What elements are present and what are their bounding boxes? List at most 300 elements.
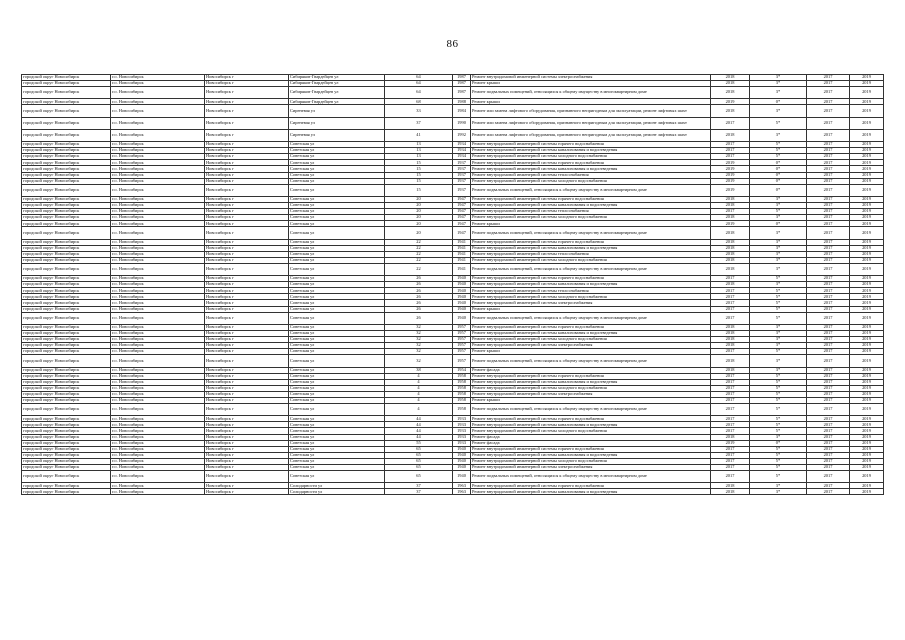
settlement-cell: г.о. Новосибирск bbox=[111, 160, 205, 166]
build-year-cell: 1988 bbox=[453, 99, 471, 105]
start-year-cell: 2017 bbox=[807, 87, 850, 99]
house-number-cell: 15 bbox=[385, 178, 453, 184]
build-year-cell: 1957 bbox=[453, 337, 471, 343]
plan-year-cell: 2017 bbox=[711, 404, 750, 416]
build-year-cell: 1947 bbox=[453, 209, 471, 215]
municipality-cell: городской округ Новосибирск bbox=[22, 105, 111, 117]
house-number-cell: 32 bbox=[385, 330, 453, 336]
house-number-cell: 26 bbox=[385, 294, 453, 300]
municipality-cell: городской округ Новосибирск bbox=[22, 343, 111, 349]
house-number-cell: 65 bbox=[385, 452, 453, 458]
priority-cell: 0* bbox=[750, 178, 807, 184]
work-type-cell: Ремонт подвальных помещений, относящихся к общему имуществу в многоквартирном доме bbox=[471, 312, 711, 324]
table-row bbox=[22, 471, 884, 483]
city-cell: Новосибирск г bbox=[205, 379, 289, 385]
city-cell: Новосибирск г bbox=[205, 209, 289, 215]
plan-year-cell: 2017 bbox=[711, 379, 750, 385]
start-year-cell: 2017 bbox=[807, 105, 850, 117]
build-year-cell: 1987 bbox=[453, 75, 471, 81]
end-year-cell: 2019 bbox=[850, 142, 884, 148]
plan-year-cell: 2018 bbox=[711, 343, 750, 349]
municipality-cell: городской округ Новосибирск bbox=[22, 172, 111, 178]
city-cell: Новосибирск г bbox=[205, 282, 289, 288]
street-cell: Советская ул bbox=[289, 471, 385, 483]
house-number-cell: 32 bbox=[385, 343, 453, 349]
settlement-cell: г.о. Новосибирск bbox=[111, 172, 205, 178]
plan-year-cell: 2018 bbox=[711, 330, 750, 336]
street-cell: Советская ул bbox=[289, 306, 385, 312]
plan-year-cell: 2017 bbox=[711, 391, 750, 397]
work-type-cell: Ремонт или замена лифтового оборудования, признанного непригодным для эксплуатации, ремонт лифтовых шахт bbox=[471, 117, 711, 129]
end-year-cell: 2019 bbox=[850, 276, 884, 282]
plan-year-cell: 2017 bbox=[711, 458, 750, 464]
priority-cell: 3* bbox=[750, 245, 807, 251]
start-year-cell: 2017 bbox=[807, 178, 850, 184]
municipality-cell: городской округ Новосибирск bbox=[22, 257, 111, 263]
end-year-cell: 2019 bbox=[850, 166, 884, 172]
municipality-cell: городской округ Новосибирск bbox=[22, 471, 111, 483]
start-year-cell: 2017 bbox=[807, 452, 850, 458]
start-year-cell: 2017 bbox=[807, 343, 850, 349]
work-type-cell: Ремонт внутридомовой инженерной системы канализования и водоотведения bbox=[471, 282, 711, 288]
table-row bbox=[22, 129, 884, 141]
house-number-cell: 4 bbox=[385, 373, 453, 379]
work-type-cell: Ремонт внутридомовой инженерной системы канализования и водоотведения bbox=[471, 330, 711, 336]
street-cell: Советская ул bbox=[289, 343, 385, 349]
settlement-cell: г.о. Новосибирск bbox=[111, 263, 205, 275]
house-number-cell: 64 bbox=[385, 81, 453, 87]
end-year-cell: 2019 bbox=[850, 221, 884, 227]
end-year-cell: 2019 bbox=[850, 312, 884, 324]
build-year-cell: 1941 bbox=[453, 245, 471, 251]
build-year-cell: 1933 bbox=[453, 428, 471, 434]
house-number-cell: 68 bbox=[385, 99, 453, 105]
priority-cell: 5* bbox=[750, 422, 807, 428]
start-year-cell: 2017 bbox=[807, 355, 850, 367]
street-cell: Советская ул bbox=[289, 154, 385, 160]
house-number-cell: 32 bbox=[385, 324, 453, 330]
start-year-cell: 2017 bbox=[807, 458, 850, 464]
house-number-cell: 26 bbox=[385, 288, 453, 294]
build-year-cell: 1941 bbox=[453, 257, 471, 263]
street-cell: Советская ул bbox=[289, 324, 385, 330]
street-cell: Советская ул bbox=[289, 385, 385, 391]
city-cell: Новосибирск г bbox=[205, 349, 289, 355]
municipality-cell: городской округ Новосибирск bbox=[22, 215, 111, 221]
street-cell: Советская ул bbox=[289, 196, 385, 202]
end-year-cell: 2019 bbox=[850, 172, 884, 178]
city-cell: Новосибирск г bbox=[205, 312, 289, 324]
city-cell: Новосибирск г bbox=[205, 434, 289, 440]
priority-cell: 0* bbox=[750, 172, 807, 178]
municipality-cell: городской округ Новосибирск bbox=[22, 349, 111, 355]
street-cell: Советская ул bbox=[289, 294, 385, 300]
street-cell: Советская ул bbox=[289, 202, 385, 208]
end-year-cell: 2019 bbox=[850, 434, 884, 440]
work-type-cell: Ремонт или замена лифтового оборудования, признанного непригодным для эксплуатации, ремонт лифтовых шахт bbox=[471, 129, 711, 141]
end-year-cell: 2019 bbox=[850, 209, 884, 215]
end-year-cell: 2019 bbox=[850, 465, 884, 471]
start-year-cell: 2017 bbox=[807, 330, 850, 336]
street-cell: Советская ул bbox=[289, 312, 385, 324]
work-type-cell: Ремонт внутридомовой инженерной системы теплоснабжения bbox=[471, 288, 711, 294]
house-number-cell: 20 bbox=[385, 227, 453, 239]
priority-cell: 5* bbox=[750, 312, 807, 324]
work-type-cell: Ремонт внутридомовой инженерной системы теплоснабжения bbox=[471, 209, 711, 215]
build-year-cell: 1958 bbox=[453, 385, 471, 391]
table-row bbox=[22, 404, 884, 416]
settlement-cell: г.о. Новосибирск bbox=[111, 397, 205, 403]
settlement-cell: г.о. Новосибирск bbox=[111, 452, 205, 458]
house-number-cell: 44 bbox=[385, 422, 453, 428]
start-year-cell: 2017 bbox=[807, 245, 850, 251]
house-number-cell: 65 bbox=[385, 458, 453, 464]
work-type-cell: Ремонт внутридомовой инженерной системы канализования и водоотведения bbox=[471, 422, 711, 428]
work-type-cell: Ремонт фасада bbox=[471, 434, 711, 440]
house-number-cell: 15 bbox=[385, 166, 453, 172]
priority-cell: 3* bbox=[750, 483, 807, 489]
priority-cell: 5* bbox=[750, 349, 807, 355]
settlement-cell: г.о. Новосибирск bbox=[111, 202, 205, 208]
city-cell: Новосибирск г bbox=[205, 416, 289, 422]
street-cell: Советская ул bbox=[289, 239, 385, 245]
end-year-cell: 2019 bbox=[850, 75, 884, 81]
municipality-cell: городской округ Новосибирск bbox=[22, 154, 111, 160]
start-year-cell: 2017 bbox=[807, 465, 850, 471]
work-type-cell: Ремонт внутридомовой инженерной системы горячего водоснабжения bbox=[471, 160, 711, 166]
plan-year-cell: 2018 bbox=[711, 105, 750, 117]
plan-year-cell: 2017 bbox=[711, 312, 750, 324]
end-year-cell: 2019 bbox=[850, 202, 884, 208]
municipality-cell: городской округ Новосибирск bbox=[22, 276, 111, 282]
house-number-cell: 4 bbox=[385, 391, 453, 397]
build-year-cell: 1934 bbox=[453, 142, 471, 148]
work-type-cell: Ремонт внутридомовой инженерной системы теплоснабжения bbox=[471, 251, 711, 257]
house-number-cell: 26 bbox=[385, 312, 453, 324]
build-year-cell: 1957 bbox=[453, 330, 471, 336]
street-cell: Сиреневая ул bbox=[289, 129, 385, 141]
start-year-cell: 2017 bbox=[807, 142, 850, 148]
build-year-cell: 1940 bbox=[453, 300, 471, 306]
plan-year-cell: 2017 bbox=[711, 452, 750, 458]
city-cell: Новосибирск г bbox=[205, 300, 289, 306]
municipality-cell: городской округ Новосибирск bbox=[22, 227, 111, 239]
priority-cell: 3* bbox=[750, 105, 807, 117]
city-cell: Новосибирск г bbox=[205, 221, 289, 227]
build-year-cell: 1963 bbox=[453, 489, 471, 495]
plan-year-cell: 2017 bbox=[711, 288, 750, 294]
plan-year-cell: 2019 bbox=[711, 160, 750, 166]
end-year-cell: 2019 bbox=[850, 105, 884, 117]
street-cell: Советская ул bbox=[289, 148, 385, 154]
end-year-cell: 2019 bbox=[850, 154, 884, 160]
street-cell: Советская ул bbox=[289, 337, 385, 343]
street-cell: Советская ул bbox=[289, 172, 385, 178]
plan-year-cell: 2017 bbox=[711, 446, 750, 452]
start-year-cell: 2017 bbox=[807, 440, 850, 446]
build-year-cell: 1958 bbox=[453, 391, 471, 397]
municipality-cell: городской округ Новосибирск bbox=[22, 202, 111, 208]
municipality-cell: городской округ Новосибирск bbox=[22, 428, 111, 434]
settlement-cell: г.о. Новосибирск bbox=[111, 227, 205, 239]
street-cell: Советская ул bbox=[289, 221, 385, 227]
work-type-cell: Ремонт внутридомовой инженерной системы канализования и водоотведения bbox=[471, 379, 711, 385]
end-year-cell: 2019 bbox=[850, 422, 884, 428]
house-number-cell: 13 bbox=[385, 142, 453, 148]
priority-cell: 3* bbox=[750, 343, 807, 349]
settlement-cell: г.о. Новосибирск bbox=[111, 184, 205, 196]
plan-year-cell: 2019 bbox=[711, 172, 750, 178]
settlement-cell: г.о. Новосибирск bbox=[111, 99, 205, 105]
house-number-cell: 4 bbox=[385, 385, 453, 391]
start-year-cell: 2017 bbox=[807, 391, 850, 397]
house-number-cell: 64 bbox=[385, 75, 453, 81]
plan-year-cell: 2018 bbox=[711, 202, 750, 208]
house-number-cell: 37 bbox=[385, 489, 453, 495]
house-number-cell: 4 bbox=[385, 397, 453, 403]
start-year-cell: 2017 bbox=[807, 300, 850, 306]
end-year-cell: 2019 bbox=[850, 251, 884, 257]
municipality-cell: городской округ Новосибирск bbox=[22, 117, 111, 129]
start-year-cell: 2017 bbox=[807, 148, 850, 154]
settlement-cell: г.о. Новосибирск bbox=[111, 154, 205, 160]
build-year-cell: 1937 bbox=[453, 166, 471, 172]
city-cell: Новосибирск г bbox=[205, 227, 289, 239]
priority-cell: 5* bbox=[750, 300, 807, 306]
table-row bbox=[22, 227, 884, 239]
build-year-cell: 1947 bbox=[453, 227, 471, 239]
work-type-cell: Ремонт подвальных помещений, относящихся к общему имуществу в многоквартирном доме bbox=[471, 87, 711, 99]
end-year-cell: 2019 bbox=[850, 471, 884, 483]
plan-year-cell: 2018 bbox=[711, 483, 750, 489]
start-year-cell: 2017 bbox=[807, 471, 850, 483]
street-cell: Советская ул bbox=[289, 276, 385, 282]
municipality-cell: городской округ Новосибирск bbox=[22, 397, 111, 403]
street-cell: Советская ул bbox=[289, 245, 385, 251]
settlement-cell: г.о. Новосибирск bbox=[111, 87, 205, 99]
house-number-cell: 4 bbox=[385, 379, 453, 385]
house-number-cell: 32 bbox=[385, 349, 453, 355]
build-year-cell: 1933 bbox=[453, 440, 471, 446]
city-cell: Новосибирск г bbox=[205, 404, 289, 416]
municipality-cell: городской округ Новосибирск bbox=[22, 391, 111, 397]
city-cell: Новосибирск г bbox=[205, 75, 289, 81]
build-year-cell: 1963 bbox=[453, 483, 471, 489]
house-number-cell: 32 bbox=[385, 355, 453, 367]
build-year-cell: 1937 bbox=[453, 172, 471, 178]
priority-cell: 5* bbox=[750, 428, 807, 434]
house-number-cell: 26 bbox=[385, 306, 453, 312]
house-number-cell: 26 bbox=[385, 282, 453, 288]
city-cell: Новосибирск г bbox=[205, 239, 289, 245]
city-cell: Новосибирск г bbox=[205, 215, 289, 221]
end-year-cell: 2019 bbox=[850, 288, 884, 294]
build-year-cell: 1933 bbox=[453, 416, 471, 422]
priority-cell: 5* bbox=[750, 404, 807, 416]
municipality-cell: городской округ Новосибирск bbox=[22, 178, 111, 184]
work-type-cell: Ремонт крыши bbox=[471, 221, 711, 227]
work-type-cell: Ремонт внутридомовой инженерной системы электроснабжения bbox=[471, 75, 711, 81]
settlement-cell: г.о. Новосибирск bbox=[111, 257, 205, 263]
build-year-cell: 1940 bbox=[453, 446, 471, 452]
city-cell: Новосибирск г bbox=[205, 324, 289, 330]
plan-year-cell: 2018 bbox=[711, 75, 750, 81]
settlement-cell: г.о. Новосибирск bbox=[111, 349, 205, 355]
municipality-cell: городской округ Новосибирск bbox=[22, 373, 111, 379]
start-year-cell: 2017 bbox=[807, 306, 850, 312]
municipality-cell: городской округ Новосибирск bbox=[22, 422, 111, 428]
house-number-cell: 44 bbox=[385, 416, 453, 422]
build-year-cell: 1937 bbox=[453, 178, 471, 184]
settlement-cell: г.о. Новосибирск bbox=[111, 391, 205, 397]
priority-cell: 0* bbox=[750, 440, 807, 446]
end-year-cell: 2019 bbox=[850, 178, 884, 184]
street-cell: Советская ул bbox=[289, 330, 385, 336]
city-cell: Новосибирск г bbox=[205, 257, 289, 263]
municipality-cell: городской округ Новосибирск bbox=[22, 245, 111, 251]
municipality-cell: городской округ Новосибирск bbox=[22, 129, 111, 141]
work-type-cell: Ремонт подвальных помещений, относящихся к общему имуществу в многоквартирном доме bbox=[471, 263, 711, 275]
end-year-cell: 2019 bbox=[850, 160, 884, 166]
settlement-cell: г.о. Новосибирск bbox=[111, 465, 205, 471]
house-number-cell: 20 bbox=[385, 215, 453, 221]
build-year-cell: 1947 bbox=[453, 221, 471, 227]
municipality-cell: городской округ Новосибирск bbox=[22, 446, 111, 452]
settlement-cell: г.о. Новосибирск bbox=[111, 221, 205, 227]
city-cell: Новосибирск г bbox=[205, 148, 289, 154]
end-year-cell: 2019 bbox=[850, 306, 884, 312]
start-year-cell: 2017 bbox=[807, 404, 850, 416]
street-cell: Советская ул bbox=[289, 209, 385, 215]
start-year-cell: 2017 bbox=[807, 422, 850, 428]
street-cell: Советская ул bbox=[289, 166, 385, 172]
municipality-cell: городской округ Новосибирск bbox=[22, 166, 111, 172]
build-year-cell: 1990 bbox=[453, 117, 471, 129]
settlement-cell: г.о. Новосибирск bbox=[111, 385, 205, 391]
plan-year-cell: 2019 bbox=[711, 166, 750, 172]
street-cell: Советская ул bbox=[289, 251, 385, 257]
plan-year-cell: 2017 bbox=[711, 142, 750, 148]
priority-cell: 5* bbox=[750, 142, 807, 148]
work-type-cell: Ремонт внутридомовой инженерной системы горячего водоснабжения bbox=[471, 196, 711, 202]
build-year-cell: 1957 bbox=[453, 343, 471, 349]
municipality-cell: городской округ Новосибирск bbox=[22, 458, 111, 464]
house-number-cell: 37 bbox=[385, 483, 453, 489]
city-cell: Новосибирск г bbox=[205, 428, 289, 434]
street-cell: Советская ул bbox=[289, 367, 385, 373]
build-year-cell: 1957 bbox=[453, 324, 471, 330]
work-type-cell: Ремонт внутридомовой инженерной системы электроснабжения bbox=[471, 343, 711, 349]
build-year-cell: 1947 bbox=[453, 202, 471, 208]
municipality-cell: городской округ Новосибирск bbox=[22, 355, 111, 367]
priority-cell: 3* bbox=[750, 263, 807, 275]
priority-cell: 3* bbox=[750, 337, 807, 343]
end-year-cell: 2019 bbox=[850, 373, 884, 379]
street-cell: Советская ул bbox=[289, 379, 385, 385]
start-year-cell: 2017 bbox=[807, 434, 850, 440]
municipality-cell: городской округ Новосибирск bbox=[22, 294, 111, 300]
priority-cell: 3* bbox=[750, 434, 807, 440]
street-cell: Сибиряков-Гвардейцев ул bbox=[289, 75, 385, 81]
priority-cell: 5* bbox=[750, 373, 807, 379]
settlement-cell: г.о. Новосибирск bbox=[111, 306, 205, 312]
street-cell: Советская ул bbox=[289, 440, 385, 446]
start-year-cell: 2017 bbox=[807, 373, 850, 379]
municipality-cell: городской округ Новосибирск bbox=[22, 416, 111, 422]
start-year-cell: 2017 bbox=[807, 209, 850, 215]
settlement-cell: г.о. Новосибирск bbox=[111, 245, 205, 251]
city-cell: Новосибирск г bbox=[205, 178, 289, 184]
settlement-cell: г.о. Новосибирск bbox=[111, 483, 205, 489]
work-type-cell: Ремонт внутридомовой инженерной системы холодного водоснабжения bbox=[471, 215, 711, 221]
work-type-cell: Ремонт внутридомовой инженерной системы теплоснабжения bbox=[471, 172, 711, 178]
work-type-cell: Ремонт подвальных помещений, относящихся к общему имуществу в многоквартирном доме bbox=[471, 404, 711, 416]
city-cell: Новосибирск г bbox=[205, 154, 289, 160]
settlement-cell: г.о. Новосибирск bbox=[111, 404, 205, 416]
start-year-cell: 2017 bbox=[807, 227, 850, 239]
plan-year-cell: 2018 bbox=[711, 337, 750, 343]
street-cell: Советская ул bbox=[289, 458, 385, 464]
priority-cell: 5* bbox=[750, 452, 807, 458]
settlement-cell: г.о. Новосибирск bbox=[111, 440, 205, 446]
end-year-cell: 2019 bbox=[850, 215, 884, 221]
house-number-cell: 33 bbox=[385, 105, 453, 117]
start-year-cell: 2017 bbox=[807, 263, 850, 275]
build-year-cell: 1984 bbox=[453, 105, 471, 117]
house-number-cell: 20 bbox=[385, 202, 453, 208]
plan-year-cell: 2018 bbox=[711, 81, 750, 87]
house-number-cell: 38 bbox=[385, 367, 453, 373]
build-year-cell: 1987 bbox=[453, 81, 471, 87]
municipality-cell: городской округ Новосибирск bbox=[22, 434, 111, 440]
street-cell: Советская ул bbox=[289, 349, 385, 355]
plan-year-cell: 2017 bbox=[711, 397, 750, 403]
start-year-cell: 2017 bbox=[807, 416, 850, 422]
plan-year-cell: 2017 bbox=[711, 428, 750, 434]
plan-year-cell: 2019 bbox=[711, 184, 750, 196]
end-year-cell: 2019 bbox=[850, 324, 884, 330]
work-type-cell: Ремонт внутридомовой инженерной системы горячего водоснабжения bbox=[471, 276, 711, 282]
build-year-cell: 1941 bbox=[453, 263, 471, 275]
settlement-cell: г.о. Новосибирск bbox=[111, 196, 205, 202]
table-row bbox=[22, 184, 884, 196]
end-year-cell: 2019 bbox=[850, 184, 884, 196]
city-cell: Новосибирск г bbox=[205, 105, 289, 117]
city-cell: Новосибирск г bbox=[205, 99, 289, 105]
city-cell: Новосибирск г bbox=[205, 422, 289, 428]
city-cell: Новосибирск г bbox=[205, 294, 289, 300]
street-cell: Сибиряков-Гвардейцев ул bbox=[289, 81, 385, 87]
end-year-cell: 2019 bbox=[850, 349, 884, 355]
settlement-cell: г.о. Новосибирск bbox=[111, 312, 205, 324]
street-cell: Советская ул bbox=[289, 263, 385, 275]
end-year-cell: 2019 bbox=[850, 397, 884, 403]
plan-year-cell: 2017 bbox=[711, 422, 750, 428]
end-year-cell: 2019 bbox=[850, 404, 884, 416]
work-type-cell: Ремонт внутридомовой инженерной системы горячего водоснабжения bbox=[471, 142, 711, 148]
plan-year-cell: 2018 bbox=[711, 251, 750, 257]
house-number-cell: 26 bbox=[385, 300, 453, 306]
city-cell: Новосибирск г bbox=[205, 160, 289, 166]
table-row bbox=[22, 87, 884, 99]
priority-cell: 3* bbox=[750, 196, 807, 202]
end-year-cell: 2019 bbox=[850, 458, 884, 464]
work-type-cell: Ремонт внутридомовой инженерной системы канализования и водоотведения bbox=[471, 202, 711, 208]
work-type-cell: Ремонт внутридомовой инженерной системы электроснабжения bbox=[471, 300, 711, 306]
priority-cell: 3* bbox=[750, 239, 807, 245]
house-number-cell: 20 bbox=[385, 221, 453, 227]
end-year-cell: 2019 bbox=[850, 391, 884, 397]
